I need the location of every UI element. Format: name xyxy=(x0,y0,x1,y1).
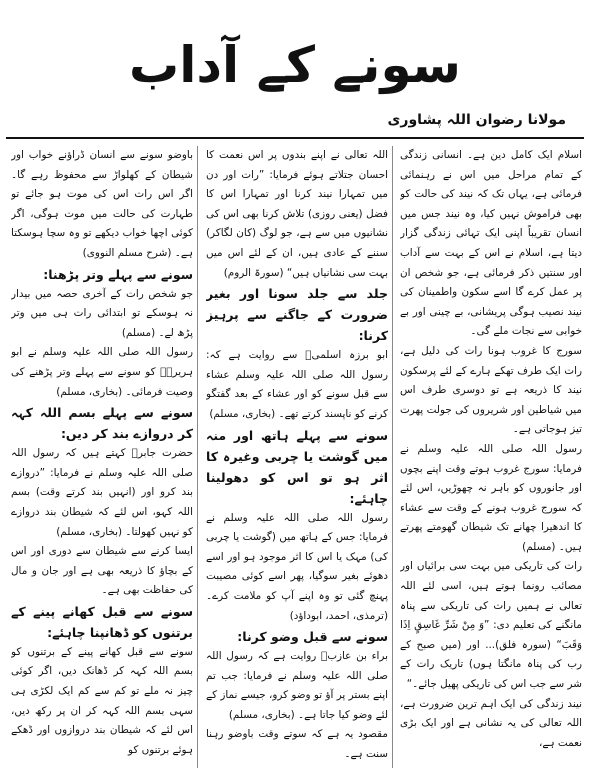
paragraph: مقصود یہ ہے کہ سوتے وقت باوضو رہنا سنت ہے۔ xyxy=(206,728,388,761)
paragraph: براء بن عازبؓ روایت ہے کہ رسول اللہ صلی اللہ علیہ وسلم نے فرمایا: جب تم اپنے بستر پر آؤ تو وضو کرو، جیسے نماز کے لئے وضو کیا جاتا ہے۔ (بخاری، مسلم) xyxy=(206,650,388,721)
article-column-3 xyxy=(11,146,193,768)
column-divider xyxy=(392,146,393,768)
paragraph: رسول اللہ صلی اللہ علیہ وسلم نے فرمایا: جس کے ہاتھ میں (گوشت یا چربی کی) مہک یا اس کا اثر موجود ہو اور اسے دھوئے بغیر سوگیا، پھر اسے کوئی مصیبت پہنچ گئی تو وہ اپنے آپ کو ملامت کرے۔ (ترمذی، احمد، ابوداؤد) xyxy=(206,511,388,622)
section-heading: سونے سے قبل وضو کرنا: xyxy=(237,629,388,645)
author-byline: مولانا رضوان اللہ پشاوری xyxy=(387,112,566,128)
section-heading: سونے سے پہلے بسم اللہ کہہ کر دروازے بند کر دیں: xyxy=(11,405,193,442)
paragraph: نیند زندگی کی ایک اہم ترین ضرورت ہے، اللہ تعالی کی یہ نشانی ہے اور ایک بڑی نعمت ہے، xyxy=(400,697,582,749)
paragraph: رسول اللہ صلی اللہ علیہ وسلم نے فرمایا: سورج غروب ہوتے وقت اپنے بچوں اور جانوروں کو باہر نہ چھوڑیں، اس لئے کہ سورج غروب ہونے کے وقت سے عشاء کا اندھیرا چھانے تک شیطان گھومتے پھرتے ہیں۔ (مسلم) xyxy=(400,442,582,553)
paragraph: حضرت جابرؓ کہتے ہیں کہ رسول اللہ صلی اللہ علیہ وسلم نے فرمایا: ”دروازے بند کرو اور (انہیں بند کرتے وقت) بسم اللہ کہو، اس لئے کہ شیطان بند دروازے کو نہیں کھولتا۔ (بخاری، مسلم) xyxy=(11,447,193,538)
paragraph: سونے سے قبل کھانے پینے کے برتنوں کو بسم اللہ کہہ کر ڈھانک دیں، اگر کوئی چیز نہ ملے تو کم سے کم ایک لکڑی ہی سہی بسم اللہ کہہ کر ان پر رکھ دیں، اس لئے کہ شیطان بند دروازوں اور ڈھکے ہوئے برتنوں کو xyxy=(11,645,193,756)
header-divider xyxy=(6,137,584,139)
paragraph: اسلام ایک کامل دین ہے۔ انسانی زندگی کے تمام مراحل میں اس نے رہنمائی فرمائی ہے، یہاں تک کہ نیند کی حالت کو بھی فراموش نہیں کیا، وہ نیند جس میں انسان تقریباً اپنی ایک تہائی زندگی گزار دیتا ہے، اسلام نے اس کے بہت سے آداب اور سنتیں ذکر فرمائی ہے، جو شخص ان پر عمل کرے گا اسے سکون واطمینان کی نیند نصیب ہوگی پریشانی، بے چینی اور بے خوابی سے نجات ملے گی۔ xyxy=(400,149,582,338)
paragraph: ابو برزہ اسلمیؓ سے روایت ہے کہ: رسول اللہ صلی اللہ علیہ وسلم عشاء سے قبل سونے کو اور عشاء کے بعد گفتگو کرنے کو ناپسند کرتے تھے۔ (بخاری، مسلم) xyxy=(206,349,388,420)
section-heading: سونے سے پہلے ہاتھ اور منہ میں گوشت یا چربی وغیرہ کا اثر ہو تو اس کو دھولینا چاہئے: xyxy=(206,427,388,506)
paragraph: جو شخص رات کے آخری حصہ میں بیدار نہ ہوسکے تو ابتدائی رات ہی میں وتر پڑھ لے۔ (مسلم) xyxy=(11,287,193,339)
section-heading: سونے سے قبل کھانے پینے کے برتنوں کو ڈھانپنا چاہئے: xyxy=(11,603,193,640)
column-divider xyxy=(197,146,198,768)
paragraph: ایسا کرنے سے شیطان سے دوری اور اس کے بچاؤ کا ذریعہ بھی ہے اور جان و مال کی حفاظت بھی ہے۔ xyxy=(11,545,193,597)
article-column-1 xyxy=(400,146,582,768)
paragraph: رسول اللہ صلی اللہ علیہ وسلم نے ابو ہریرہؓ کو سونے سے پہلے وتر پڑھنے کی وصیت فرمائی۔ (بخاری، مسلم) xyxy=(11,346,193,398)
paragraph: اللہ تعالی نے اپنے بندوں پر اس نعمت کا احسان جتلاتے ہوئے فرمایا: ”رات اور دن میں تمہارا نیند کرنا اور تمہارا اس کا فضل (یعنی روزی) تلاش کرنا بھی اس کی نشانیوں میں سے ہے، جو لوگ (کان لگاکر) سننے کے عادی ہیں، ان کے لئے اس میں بہت سی نشانیاں ہیں“ (سورۃ الروم) xyxy=(206,149,388,279)
paragraph: باوضو سونے سے انسان ڈراؤنے خواب اور شیطان کے کھلواڑ سے محفوظ رہے گا۔ اگر اس رات اس کی موت ہو جائے تو طہارت کی حالت میں موت ہوگی، اگر کوئی اچھا خواب دیکھے تو وہ سچا ہوسکتا ہے۔ (شرح مسلم النووی) xyxy=(11,149,193,259)
section-heading: سونے سے پہلے وتر پڑھنا: xyxy=(43,266,193,282)
article-title: سونے کے آداب xyxy=(129,36,461,94)
paragraph: رات کی تاریکی میں بہت سی برائیاں اور مصائب رونما ہوتے ہیں، اسی لئے اللہ تعالی نے ہمیں رات کی تاریکی سے پناہ مانگنے کی تعلیم دی: ”وَ مِنْ شَرِّ غَاسِقٍ اِذَا وَقَبَ“ (سورہ فلق)... اور (میں صبح کے رب کی پناہ مانگتا ہوں) تاریک رات کے شر سے جب اس کی تاریکی پھیل جائے۔“ xyxy=(400,560,582,691)
paragraph: سورج کا غروب ہونا رات کی دلیل ہے، رات ایک طرف تھکے ہارے کے لئے پرسکون نیند کا ذریعہ ہے تو دوسری طرف اس میں شیاطین اور شریروں کی جولت پھرت تیز ہوجاتی ہے۔ xyxy=(400,344,582,436)
article-column-2 xyxy=(206,146,388,768)
section-heading: جلد سے جلد سونا اور بغیر ضرورت کے جاگنے سے پرہیز کرنا: xyxy=(206,286,388,344)
